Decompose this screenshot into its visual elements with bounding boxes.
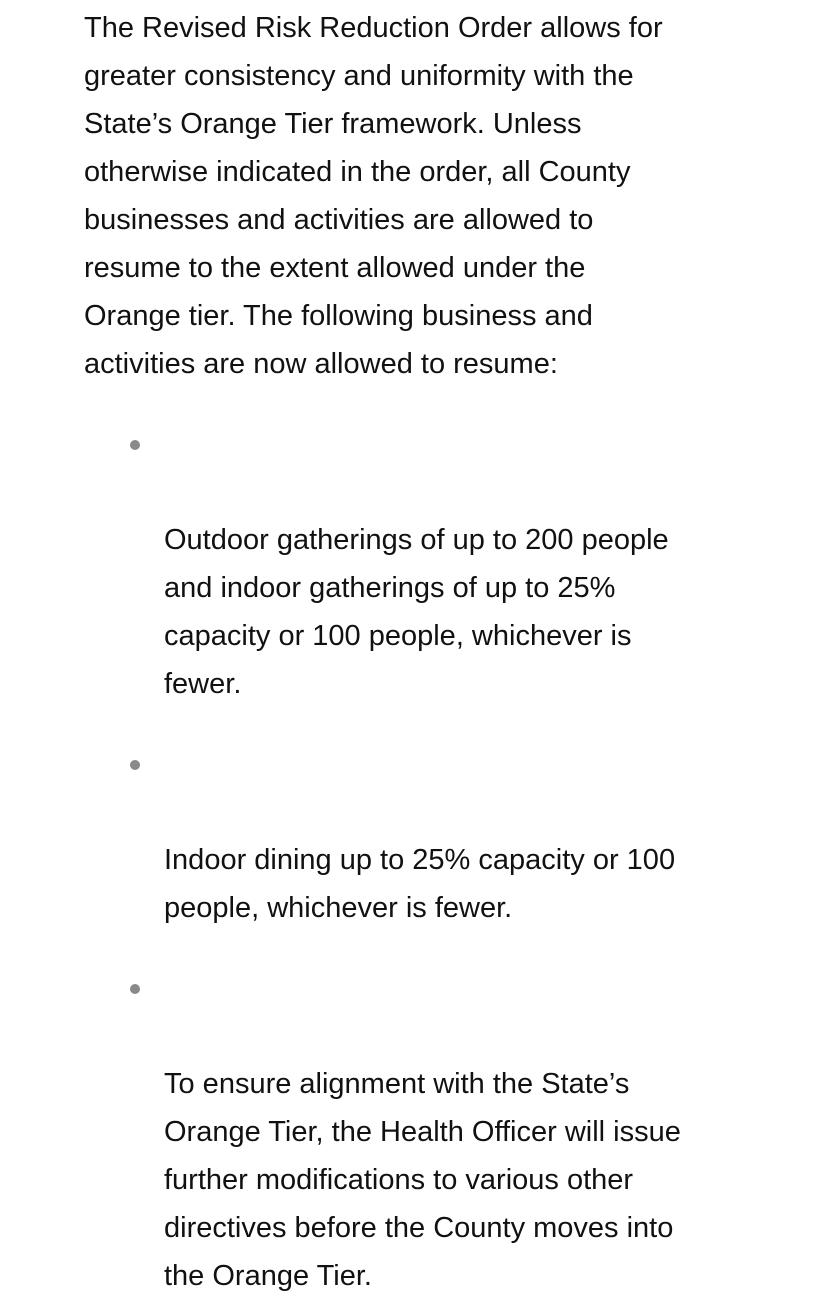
bullet-list	[84, 420, 804, 1300]
list-item	[84, 420, 804, 708]
bullet-icon	[130, 440, 140, 450]
list-item	[84, 964, 804, 1300]
list-item	[84, 740, 804, 932]
list-item-text: Outdoor gatherings of up to 200 people and indoor gatherings of up to 25% capacity or 100 people, whichever is fewer.	[164, 524, 669, 700]
document-body	[84, 4, 804, 1300]
intro-paragraph: The Revised Risk Reduction Order allows for greater consistency and uniformity with the State’s Orange Tier framework. Unless otherwise indicated in the order, all County businesses and activities are allowed to resume to the extent allowed under the Orange tier. The following business and activities are now allowed to resume:	[84, 12, 663, 380]
bullet-icon	[130, 984, 140, 994]
bullet-icon	[130, 760, 140, 770]
list-item-text: To ensure alignment with the State’s Orange Tier, the Health Officer will issue further modifications to various other directives before the County moves into the Orange Tier.	[164, 1068, 681, 1292]
list-item-text: Indoor dining up to 25% capacity or 100 people, whichever is fewer.	[164, 844, 676, 924]
